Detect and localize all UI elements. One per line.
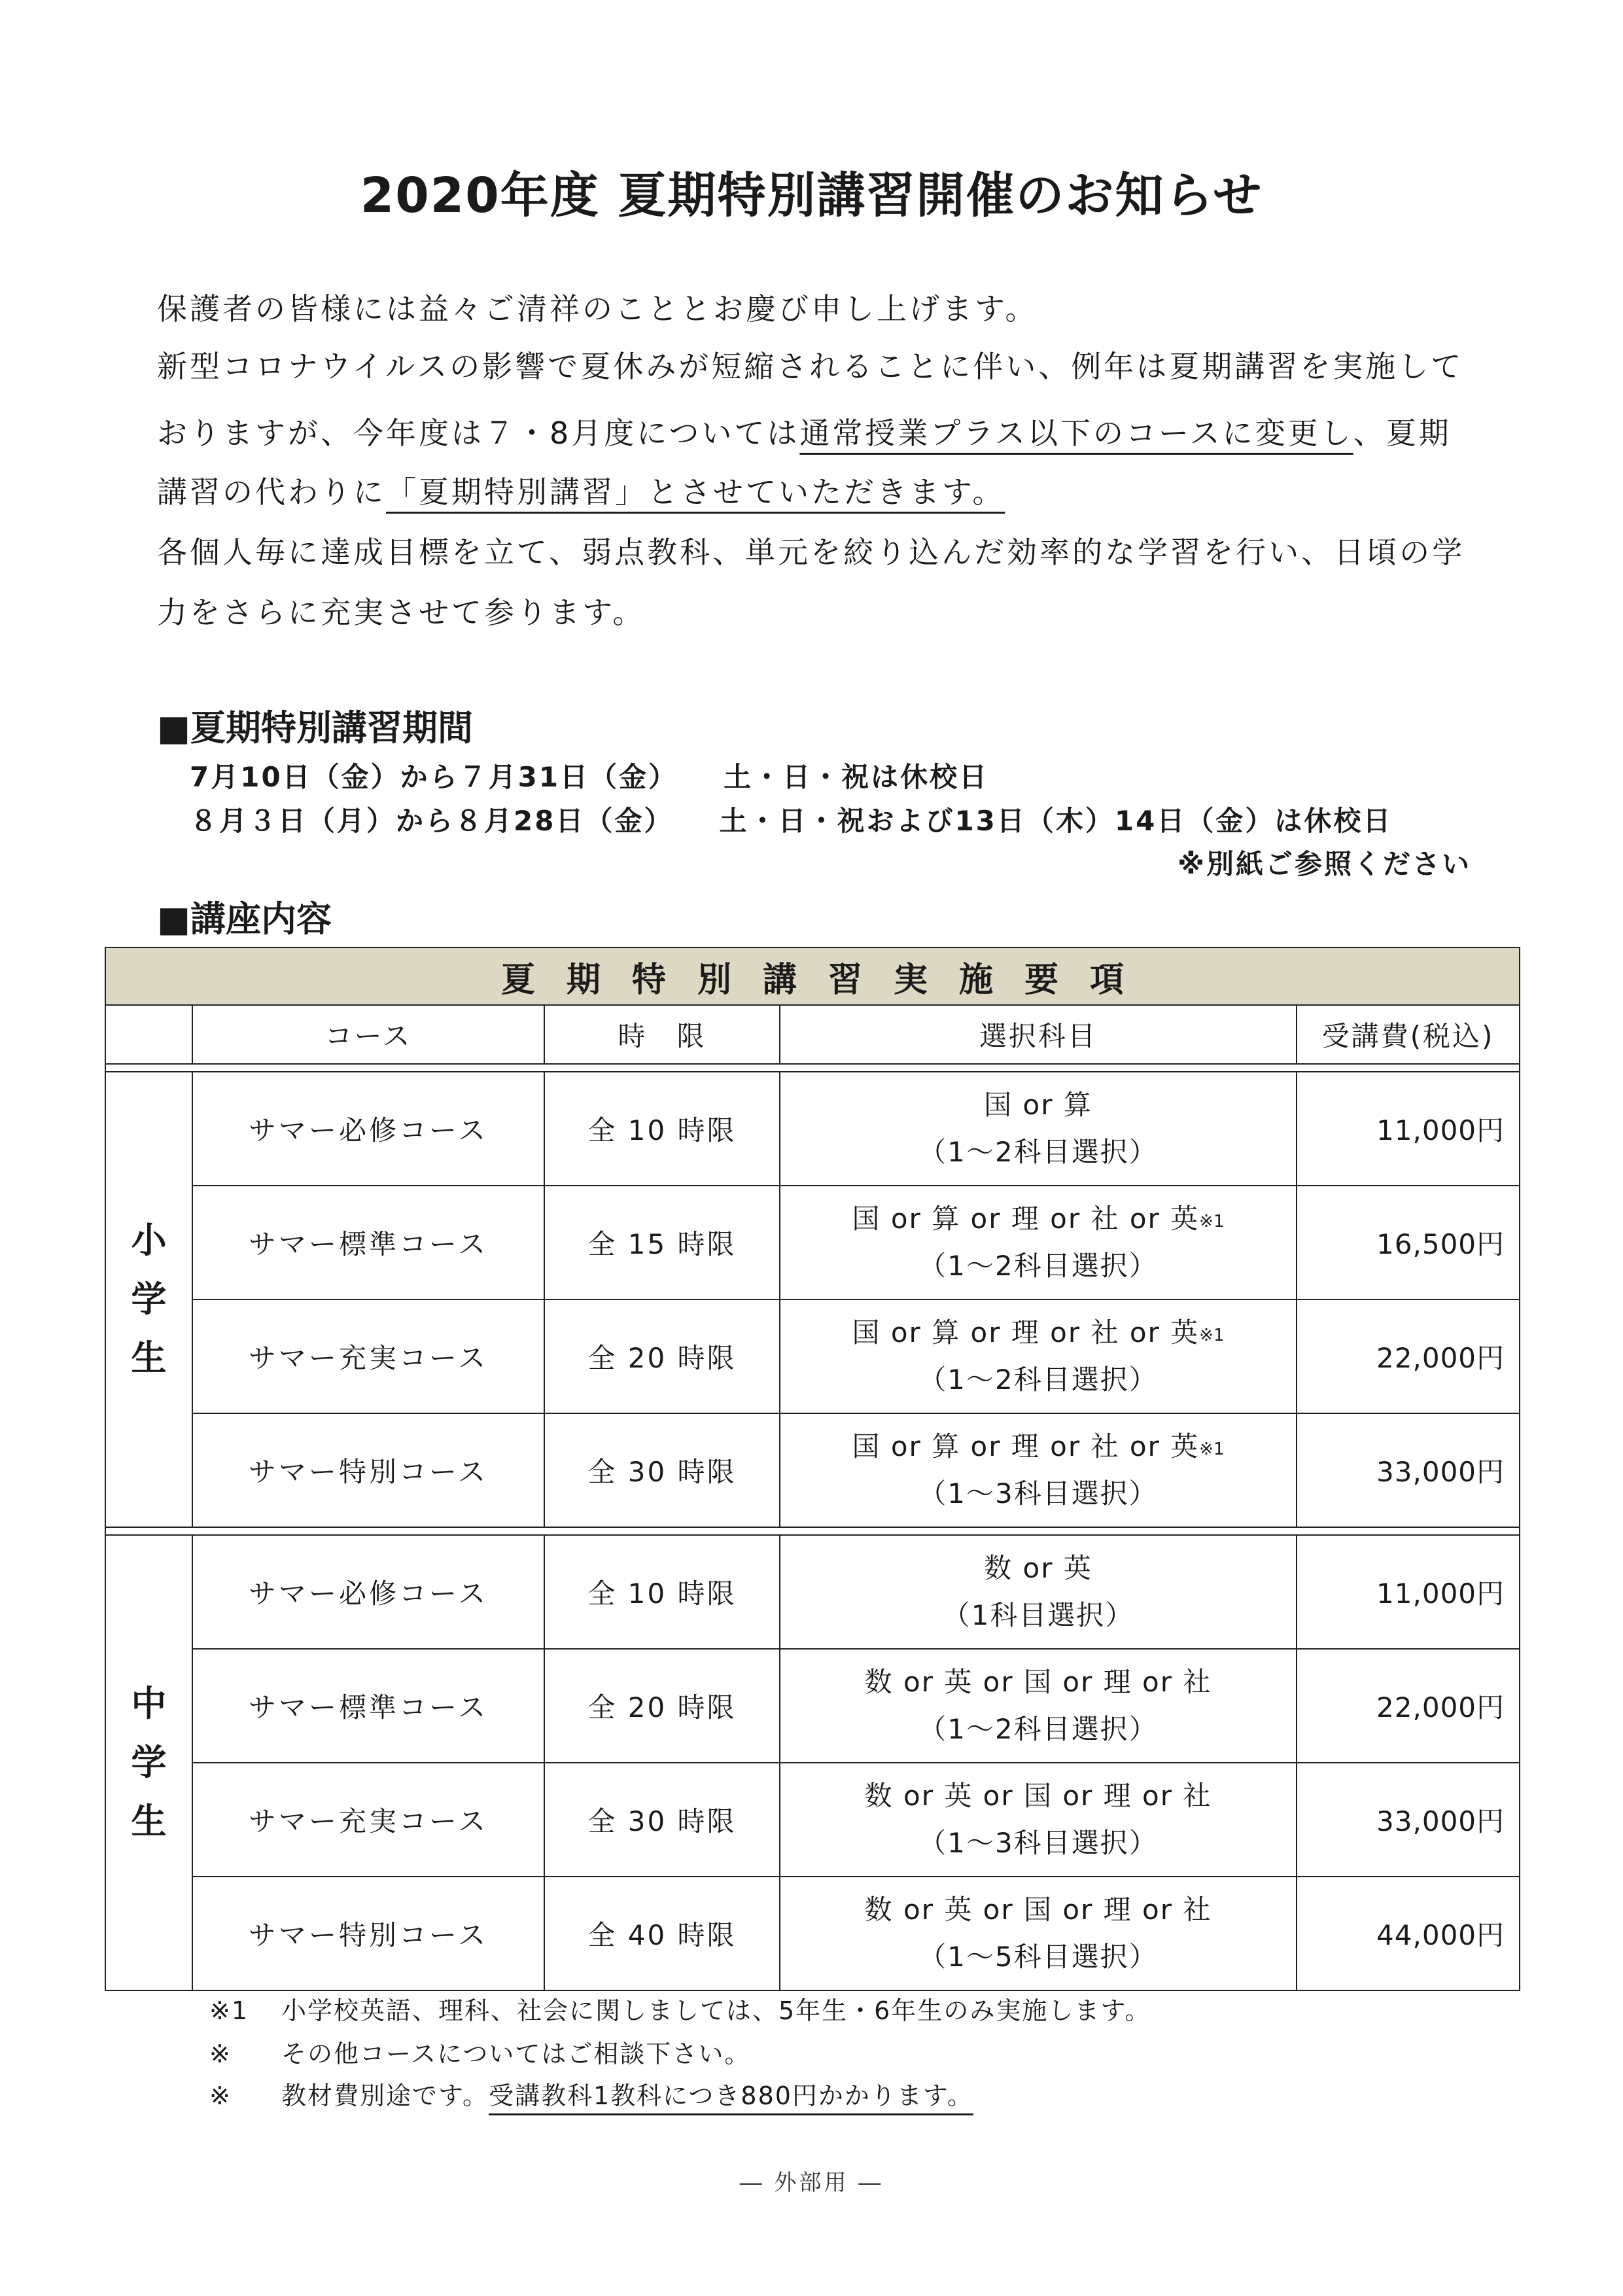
subjects-note: ※1 (1199, 1212, 1225, 1231)
course-hours: 全 10 時限 (544, 1535, 780, 1649)
period-reference-note: ※別紙ご参照ください (1178, 848, 1471, 880)
grade-label-junior-high: 中 学 生 (131, 1683, 167, 1842)
header-course: コース (192, 1005, 544, 1064)
subjects-select: （1～2科目選択） (918, 1364, 1158, 1396)
course-hours: 全 15 時限 (544, 1186, 780, 1299)
course-subjects (780, 1535, 1297, 1649)
course-subjects (780, 1299, 1297, 1413)
header-subjects: 選択科目 (780, 1005, 1297, 1064)
course-name: サマー充実コース (192, 1299, 544, 1413)
content-heading: ■講座内容 (157, 898, 332, 940)
page-title: 2020年度 夏期特別講習開催のお知らせ (360, 168, 1263, 224)
period-row-1 (190, 756, 988, 795)
table-gap (105, 1527, 1520, 1535)
course-subjects (780, 1186, 1297, 1299)
course-table (105, 947, 1520, 1991)
course-hours: 全 30 時限 (544, 1413, 780, 1527)
table-row (105, 1877, 1520, 1990)
footnote-3-text-underlined: 受講教科1教科につき880円かかります。 (488, 2081, 973, 2110)
grade-cell-junior-high (105, 1535, 192, 1990)
table-row (105, 1763, 1520, 1877)
subjects-list: 数 or 英 or 国 or 理 or 社 (864, 1780, 1212, 1812)
table-row (105, 1072, 1520, 1186)
intro-line-4-underlined: 「夏期特別講習」とさせていただきます。 (386, 474, 1005, 510)
intro-line-4-a: 講習の代わりに (157, 474, 386, 510)
course-hours: 全 40 時限 (544, 1877, 780, 1990)
table-header-row (105, 1005, 1520, 1064)
period-row-1-note: 土・日・祝は休校日 (724, 761, 989, 793)
table-gap (105, 1064, 1520, 1072)
subjects-list: 国 or 算 or 理 or 社 or 英 (852, 1430, 1200, 1462)
course-subjects (780, 1649, 1297, 1763)
course-hours: 全 20 時限 (544, 1299, 780, 1413)
course-fee: 11,000円 (1297, 1072, 1520, 1186)
course-subjects (780, 1877, 1297, 1990)
course-name: サマー標準コース (192, 1186, 544, 1299)
table-row (105, 1649, 1520, 1763)
course-fee: 22,000円 (1297, 1649, 1520, 1763)
period-heading: ■夏期特別講習期間 (157, 707, 474, 749)
course-name: サマー充実コース (192, 1763, 544, 1877)
course-name: サマー必修コース (192, 1535, 544, 1649)
period-row-2-dates: ８月３日（月）から８月28日（金） (190, 805, 674, 837)
footnote-1 (209, 1990, 1151, 2026)
subjects-list: 数 or 英 or 国 or 理 or 社 (864, 1666, 1212, 1698)
course-subjects (780, 1413, 1297, 1527)
course-fee: 16,500円 (1297, 1186, 1520, 1299)
subjects-list: 数 or 英 or 国 or 理 or 社 (864, 1894, 1212, 1926)
subjects-list: 数 or 英 (984, 1552, 1092, 1584)
intro-line-3 (157, 410, 1452, 453)
table-row (105, 1413, 1520, 1527)
footnote-2-text: その他コースについてはご相談下さい。 (281, 2040, 751, 2068)
course-hours: 全 10 時限 (544, 1072, 780, 1186)
subjects-note: ※1 (1199, 1439, 1225, 1459)
header-hours: 時 限 (544, 1005, 780, 1064)
footnote-1-mark: ※1 (209, 1996, 249, 2025)
header-fee: 受講費(税込) (1297, 1005, 1520, 1064)
subjects-note: ※1 (1199, 1326, 1225, 1345)
intro-line-4 (157, 468, 1005, 512)
footnote-2-mark: ※ (209, 2040, 232, 2068)
table-row (105, 1299, 1520, 1413)
course-name: サマー必修コース (192, 1072, 544, 1186)
subjects-select: （1～3科目選択） (918, 1827, 1158, 1859)
footnote-3 (209, 2075, 973, 2111)
period-row-2-note: 土・日・祝および13日（木）14日（金）は休校日 (719, 805, 1393, 837)
page-footer: ― 外部用 ― (739, 2170, 884, 2196)
footnote-3-mark: ※ (209, 2081, 232, 2110)
intro-line-3-b: 、夏期 (1353, 415, 1452, 451)
grade-cell-elementary (105, 1072, 192, 1527)
intro-line-6: 力をさらに充実させて参ります。 (157, 595, 646, 630)
course-fee: 33,000円 (1297, 1413, 1520, 1527)
course-name: サマー特別コース (192, 1877, 544, 1990)
subjects-list: 国 or 算 (984, 1089, 1092, 1121)
table-caption: 夏期特別講習実施要項 (105, 947, 1520, 1005)
course-fee: 33,000円 (1297, 1763, 1520, 1877)
table-row (105, 1535, 1520, 1649)
course-name: サマー標準コース (192, 1649, 544, 1763)
course-hours: 全 30 時限 (544, 1763, 780, 1877)
table-row (105, 1186, 1520, 1299)
header-grade-blank (105, 1005, 192, 1064)
course-subjects (780, 1072, 1297, 1186)
grade-label-elementary: 小 学 生 (131, 1220, 167, 1379)
intro-line-3-a: おりますが、今年度は７・8月度については (157, 415, 800, 451)
intro-line-1: 保護者の皆様には益々ご清祥のこととお慶び申し上げます。 (157, 291, 1038, 327)
subjects-select: （1～2科目選択） (918, 1713, 1158, 1745)
subjects-select: （1～2科目選択） (918, 1250, 1158, 1282)
subjects-select: （1～5科目選択） (918, 1941, 1158, 1973)
subjects-select: （1～3科目選択） (918, 1477, 1158, 1510)
subjects-select: （1科目選択） (942, 1599, 1134, 1631)
period-row-2 (190, 800, 1392, 839)
intro-line-2: 新型コロナウイルスの影響で夏休みが短縮されることに伴い、例年は夏期講習を実施して (157, 349, 1464, 384)
course-fee: 44,000円 (1297, 1877, 1520, 1990)
intro-line-3-underlined: 通常授業プラス以下のコースに変更し (799, 415, 1353, 451)
footnote-2 (209, 2034, 750, 2070)
footnote-1-text: 小学校英語、理科、社会に関しましては、5年生・6年生のみ実施します。 (281, 1996, 1151, 2025)
course-fee: 22,000円 (1297, 1299, 1520, 1413)
course-hours: 全 20 時限 (544, 1649, 780, 1763)
subjects-list: 国 or 算 or 理 or 社 or 英 (852, 1316, 1200, 1349)
course-subjects (780, 1763, 1297, 1877)
subjects-list: 国 or 算 or 理 or 社 or 英 (852, 1203, 1200, 1235)
intro-line-5: 各個人毎に達成目標を立て、弱点教科、単元を絞り込んだ効率的な学習を行い、日頃の学 (157, 535, 1465, 570)
footnote-3-text-a: 教材費別途です。 (281, 2081, 489, 2110)
subjects-select: （1～2科目選択） (918, 1136, 1158, 1168)
course-name: サマー特別コース (192, 1413, 544, 1527)
course-fee: 11,000円 (1297, 1535, 1520, 1649)
period-row-1-dates: 7月10日（金）から７月31日（金） (190, 761, 678, 793)
